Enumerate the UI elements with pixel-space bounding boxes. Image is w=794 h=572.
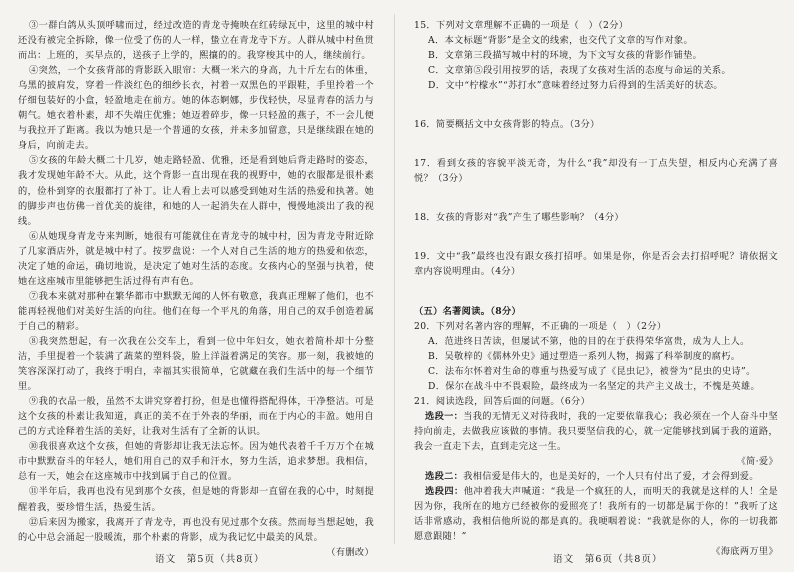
- excerpt-1-text: 当我的无情无义对待我时，我的一定要依靠我心；我必须在一个人奋斗中坚持向前走，去做我应该做的事情。我只要坚信我的心，就一定能够找到属于我的道路，我会一直走下去，直到走完这一生。: [414, 410, 778, 452]
- paragraph-9: ⑨我的衣品一般，虽然不太讲究穿着打扮，但是也懂得搭配得体，干净整洁。可是这个女孩的朴素让我知道，真正的美不在于外表的华丽，而在于内心的丰盈。她用自己的方式诠释着生活的美好，让我对生活有了全新的认识。: [18, 396, 374, 438]
- question-15-option-a: A．本文标题“背影”是全文的线索，也交代了文章的写作对象。: [428, 35, 694, 47]
- question-20-option-a: A．范进终日苦读，但屡试不第，他的目的在于获得荣华富贵，成为人上人。: [428, 335, 750, 347]
- question-15-option-c: C．文章第⑤段引用按罗的话，表现了女孩对生活的态度与命运的关系。: [428, 65, 732, 77]
- question-20: 20．下列对名著内容的理解，不正确的一项是（ ）（2分）: [414, 320, 667, 332]
- question-15-option-b: B．文章第三段描写城中村的环境，为下文写女孩的背影作铺垫。: [428, 50, 703, 62]
- excerpt-2-label: 选段二：: [425, 471, 464, 483]
- question-19: 19．文中“我”最终也没有跟女孩打招呼。如果是你，你是否会去打招呼呢？请依据文章内容说明理由。（4分）: [414, 251, 778, 278]
- excerpt-3-label: 选段四：: [425, 486, 464, 498]
- paragraph-7: ⑦我本来就对那种在繁华都市中默默无闻的人怀有敬意，我真正理解了他们，也不能再轻视他们对美好生活的向往。他们在每一个平凡的角落，用自己的双手创造着属于自己的精彩。: [18, 290, 374, 332]
- paragraph-12: [18, 515, 374, 558]
- paragraph-6: ⑥从她现身青龙寺来判断，她很有可能就住在青龙寺的城中村，因为青龙寺附近除了几家酒店外，就是城中村了。按罗盘说：一个人对自己生活的地方的热爱和依恋，决定了她的命运，确切地说，是决定了她对生活的态度。女孩内心的坚强与执着，使她在这座城市里能够把生活过得有声有色。: [18, 230, 374, 287]
- paragraph-11: ⑪半年后，我再也没有见到那个女孩，但是她的背影却一直留在我的心中，时刻提醒着我，要珍惜生活，热爱生活。: [18, 486, 374, 513]
- excerpt-1-label: 选段一：: [425, 410, 464, 422]
- section-5-heading: （五）名著阅读。（8分）: [414, 305, 522, 317]
- question-16: 16．简要概括文中女孩背影的特点。（3分）: [414, 119, 600, 131]
- question-15: 15．下列对文章理解不正确的一项是（ ）（2分）: [414, 20, 629, 31]
- answer-space: [414, 132, 778, 156]
- paragraph-3: ③一群白鸽从头顶呼啸而过，经过改造的青龙寺掩映在红砖绿瓦中，这里的城中村还没有被完全拆除，像一位受了伤的人一样，蛰立在青龙寺下方。人群从城中村鱼贯而出：上班的，买早点的，送孩子上学的，熙攘的的。我穿梭其中的人，继续前行。: [18, 20, 374, 62]
- question-20-option-c: C．法布尔怀着对生命的尊重与热爱写成了《昆虫记》，被誉为“昆虫的史诗”。: [428, 365, 756, 377]
- paragraph-12-text: ⑫后来因为搬家，我离开了青龙寺，再也没有见过那个女孩。然而每当想起她，我的心中总会涌起一股暖流，那个朴素的背影，成为我记忆中最美的风景。: [18, 516, 374, 543]
- question-18: 18．女孩的背影对“我”产生了哪些影响？（4分）: [414, 212, 624, 224]
- excerpt-3: [414, 484, 778, 544]
- page-footer-left: 语文 第5页（共8页）: [155, 554, 265, 565]
- right-page: [414, 18, 778, 559]
- excerpt-2-text: 我相信爱是伟大的，也是美好的，一个人只有付出了爱，才会得到爱。: [463, 471, 759, 483]
- source-note: （有删改）: [326, 546, 374, 558]
- excerpt-3-source: 《海底两万里》: [711, 546, 778, 558]
- answer-space: [414, 93, 778, 117]
- answer-space: [414, 186, 778, 210]
- question-20-option-b: B．吴敬梓的《儒林外史》通过塑造一系列人物，揭露了科举制度的腐朽。: [428, 350, 741, 362]
- question-21: 21．阅读选段，回答后面的问题。（6分）: [414, 395, 591, 407]
- excerpt-1-source: 《简·爱》: [736, 455, 778, 467]
- paragraph-10: ⑩我很喜欢这个女孩，但她的背影却让我无法忘怀。因为她代表着千千万万个在城市中默默奋斗的年轻人，她们用自己的双手和汗水，努力生活，追求梦想。我相信，总有一天，她会在这座城市中找到属于自己的位置。: [18, 441, 374, 483]
- answer-space: [414, 225, 778, 249]
- paragraph-4: ④突然，一个女孩背部的背影跃入眼帘：大概一米六的身高，九十斤左右的体重，乌黑的披肩发，穿着一件淡红色的细纱长衣，衬着一双黑色的平跟鞋，手里拎着一个仔细包装好的小盒，轻盈地走在前方。她的体态婀娜，步伐轻快，尽显青春的活力与朝气。她衣着朴素，却不失端庄优雅；她迈着碎步，像一只轻盈的燕子，不一会儿便与我拉开了距离。我以为她只是一个普通的女孩，并未多加留意，只是继续跟在她的身后，向前走去。: [18, 65, 374, 152]
- excerpt-2: [414, 469, 778, 484]
- paragraph-8: ⑧我突然想起，有一次我在公交车上，看到一位中年妇女，她衣着简朴却十分整洁，手里提着一个装满了蔬菜的塑料袋，脸上洋溢着满足的笑容。那一刻，我被她的笑容深深打动了，我终于明白，幸福其实很简单，它就藏在我们生活中的每一个细节里。: [18, 335, 374, 393]
- excerpt-3-text: 他冲着我大声喊道：“我是一个疯狂的人，而明天的我就是这样的人！全是因为你，我所在的地方已经被你的爱照亮了！我所有的一切都是属于你的！”我听了这话非常感动，我相信他所说的都是真的。我哽咽着说：“我就是你的人，你的一切我都愿意跟随！”: [414, 486, 779, 543]
- answer-space: [414, 280, 778, 304]
- paragraph-5: ⑤女孩的年龄大概二十几岁，她走路轻盈、优雅，还是看到她后背走路时的姿态，我才发现她年龄不大。从此，这个背影一直出现在我的视野中，她的衣服都是很朴素的，俭朴到穿的衣服都打了补丁。让人看上去可以感受到她对生活的热爱和执著。她的脚步声也仿佛一首优美的旋律，和她的人一起消失在人群中，慢慢地淡出了我的视线。: [18, 155, 374, 227]
- page-footer-right: 语文 第6页（共8页）: [553, 554, 663, 565]
- left-page: [18, 18, 374, 560]
- question-15-option-d: D．文中“柠檬水”“苏打水”意味着经过努力后得到的生活美好的状态。: [428, 80, 723, 92]
- excerpt-1: [414, 409, 778, 454]
- question-20-option-d: D．保尔在战斗中不畏艰险，最终成为一名坚定的共产主义战士，不愧是英雄。: [428, 380, 760, 392]
- page-divider: [394, 14, 395, 544]
- question-17: 17．看到女孩的容貌平淡无奇，为什么“我”却没有一丁点失望，相反内心充满了喜悦？（3分）: [414, 158, 778, 185]
